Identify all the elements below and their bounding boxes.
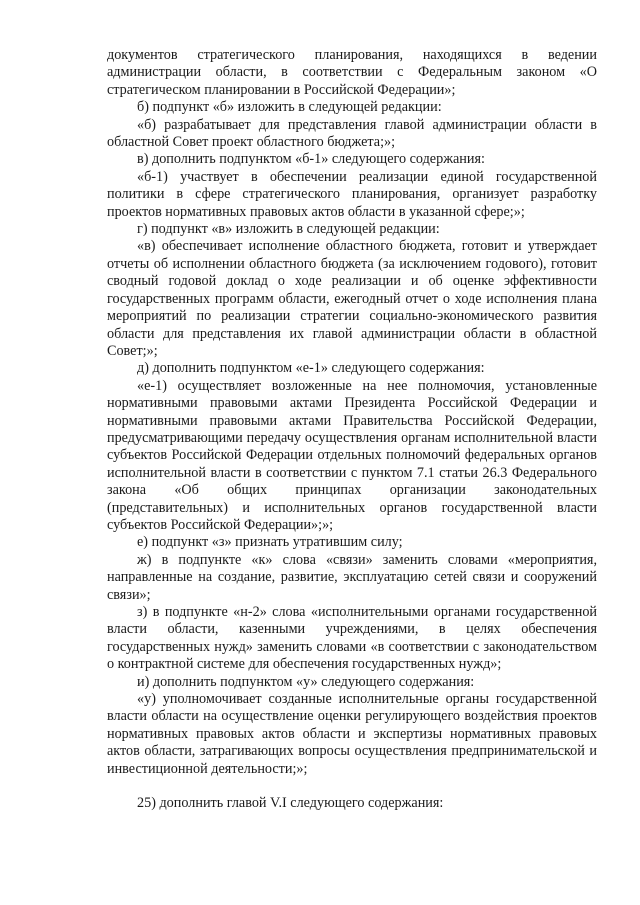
- paragraph-item-d-text: «е-1) осуществляет возложенные на нее полномочия, установленные нормативными правовыми актами Президента Российской Федерации и нормативными правовыми актами Правительства Российской Федерации, предусматривающими передачу осуществления органам исполнительной власти субъектов Российской Федерации отдельных полномочий федеральных органов исполнительной власти в соответствии с пунктом 7.1 статьи 26.3 Федерального закона «Об общих принципах организации законодательных (представительных) и исполнительных органов государственной власти субъектов Российской Федерации»;»;: [107, 377, 597, 533]
- paragraph-item-v: в) дополнить подпунктом «б-1» следующего содержания:: [137, 151, 485, 168]
- paragraph-item-i: и) дополнить подпунктом «у» следующего содержания:: [137, 673, 475, 690]
- paragraph-item-b: б) подпункт «б» изложить в следующей редакции:: [137, 99, 442, 116]
- paragraph-item-v-text: «б-1) участвует в обеспечении реализации единой государственной политики в сфере стратегического планирования, организует разработку проектов нормативных правовых актов области в указанной сфере;»;: [107, 168, 597, 220]
- paragraph-continuation: документов стратегического планирования, находящихся в ведении администрации области, в соответствии с Федеральным законом «О стратегическом планировании в Российской Федерации»;: [107, 47, 597, 98]
- paragraph-item-g-text: «в) обеспечивает исполнение областного бюджета, готовит и утверждает отчеты об исполнении областного бюджета (за исключением годового), готовит сводный годовой доклад о ходе реализации и об оценке эффективности государственных программ области, ежегодный отчет о ходе исполнения плана мероприятий по реализации стратегии социально-экономического развития области для представления их главой администрации области в областной Совет;»;: [107, 238, 597, 359]
- paragraph-item-25: 25) дополнить главой V.I следующего содержания:: [137, 795, 444, 812]
- paragraph-item-e: е) подпункт «з» признать утратившим силу;: [137, 534, 403, 551]
- paragraph-item-b-text: «б) разрабатывает для представления главой администрации области в областной Совет проект областного бюджета;»;: [107, 116, 597, 151]
- paragraph-item-g: г) подпункт «в» изложить в следующей редакции:: [137, 221, 440, 238]
- paragraph-item-z: з) в подпункте «н-2» слова «исполнительными органами государственной власти области, казенными учреждениями, в целях обеспечения государственных нужд» заменить словами «в соответствии с законодательством о контрактной системе для обеспечения государственных нужд»;: [107, 604, 597, 673]
- paragraph-item-zh: ж) в подпункте «к» слова «связи» заменить словами «мероприятия, направленные на создание, развитие, эксплуатацию сетей связи и сооружений связи»;: [107, 551, 597, 603]
- paragraph-item-d: д) дополнить подпунктом «е-1» следующего содержания:: [137, 360, 485, 377]
- paragraph-item-i-text: «у) уполномочивает созданные исполнительные органы государственной власти области на осуществление оценки регулирующего воздействия проектов нормативных правовых актов области и экспертизы нормативных правовых актов области, затрагивающих вопросы осуществления предпринимательской и инвестиционной деятельности;»;: [107, 691, 597, 777]
- document-body: [107, 47, 597, 812]
